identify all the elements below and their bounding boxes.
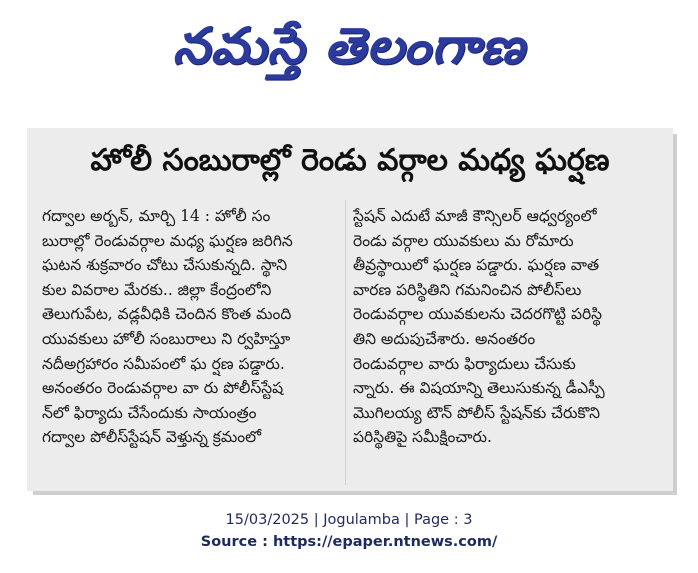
article-line: తెలుగుపేట, వడ్లవీధికి చెందిన కొంత మంది xyxy=(42,305,292,324)
article-line: కుల వివరాల మేరకు.. జిల్లా కేంద్రంలోని xyxy=(42,280,272,299)
masthead-title: నమస్తే తెలంగాణ xyxy=(172,16,526,75)
article-line: ఘటన శుక్రవారం చోటు చేసుకున్నది. స్థాని xyxy=(42,256,288,275)
clip-shadow-bottom xyxy=(33,491,677,495)
article-line: రెండువర్గాల వారు ఫిర్యాదులు చేసుకు xyxy=(353,354,576,373)
article-line: గద్వాల అర్బన్, మార్చి 14 : హోలీ సం xyxy=(42,207,271,225)
article-line: న్నారు. ఈ విషయాన్ని తెలుసుకున్న డీఎస్పీ xyxy=(353,379,605,398)
newspaper-masthead xyxy=(0,6,698,86)
article-headline: హోలీ సంబురాల్లో రెండు వర్గాల మధ్య ఘర్షణ xyxy=(90,143,610,178)
article-line: తిని అదుపుచేశారు. అనంతరం xyxy=(353,329,536,348)
article-line: న్‌లో ఫిర్యాదు చేసేందుకు సాయంత్రం xyxy=(42,403,257,422)
article-line: తీవ్రస్థాయిలో ఘర్షణ పడ్డారు. ఘర్షణ వాత xyxy=(353,256,600,275)
column-divider xyxy=(345,200,346,485)
article-line: రెండువర్గాల యువకులను చెదరగొట్టి పరిస్థి xyxy=(353,305,603,324)
article-line: రెండు వర్గాల యువకులు మ రోమారు xyxy=(353,231,574,250)
article-line: నదీఅగ్రహారం సమీపంలో ఘ ర్షణ పడ్డారు. xyxy=(42,354,285,373)
article-line: బురాల్లో రెండువర్గాల మధ్య ఘర్షణ జరిగిన xyxy=(42,231,293,250)
article-line: గద్వాల పోలీస్‌స్టేషన్ వెళ్తున్న క్రమంలో xyxy=(42,428,262,447)
footer-source: Source : https://epaper.ntnews.com/ xyxy=(200,534,498,550)
article-line: వారణ పరిస్థితిని గమనించిన పోలీస్‌లు xyxy=(353,280,582,299)
clip-shadow-right xyxy=(673,134,677,495)
article-line: పరిస్థితిపై సమీక్షించారు. xyxy=(353,428,492,447)
article-line: స్టేషన్ ఎదుటే మాజీ కౌన్సిలర్ ఆధ్వర్యంలో xyxy=(353,207,597,225)
article-clipping xyxy=(27,128,673,491)
article-left-column xyxy=(42,204,342,450)
article-line: యువకులు హోలీ సంబురాలు ని ర్వహిస్తూ xyxy=(42,329,291,348)
footer-edition-info: 15/03/2025 | Jogulamba | Page : 3 xyxy=(225,512,473,528)
article-line: అనంతరం రెండువర్గాల వా రు పోలీస్‌స్టేష xyxy=(42,379,284,398)
article-line: మొగిలయ్య టౌన్ పోలీస్ స్టేషన్‌కు చేరుకొని xyxy=(353,403,600,422)
article-right-column xyxy=(353,204,653,450)
